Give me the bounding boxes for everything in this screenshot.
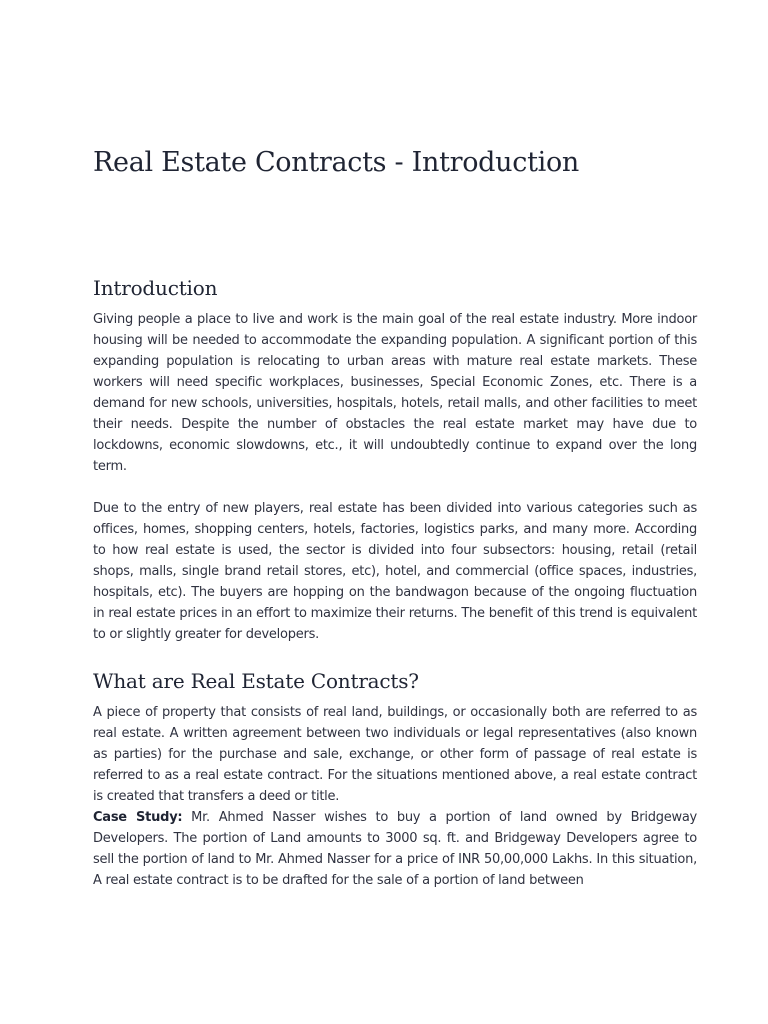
section-real-estate-contracts: [93, 667, 697, 891]
section-heading-real-estate-contracts: What are Real Estate Contracts?: [93, 669, 419, 693]
paragraph-introduction-2: Due to the entry of new players, real estate has been divided into various categories such as offices, homes, shopping centers, hotels, factories, logistics parks, and many more. According to how real estate is used, the sector is divided into four subsectors: housing, retail (retail shops, malls, single brand retail stores, etc), hotel, and commercial (office spaces, industries, hospitals, etc). The buyers are hopping on the bandwagon because of the ongoing fluctuation in real estate prices in an effort to maximize their returns. The benefit of this trend is equivalent to or slightly greater for developers.: [93, 501, 697, 642]
section-introduction: [93, 274, 697, 645]
case-study-block: [93, 807, 697, 891]
page-title: Real Estate Contracts - Introduction: [93, 147, 580, 178]
section-heading-introduction: Introduction: [93, 276, 218, 300]
paragraph-introduction-1: Giving people a place to live and work is the main goal of the real estate industry. More indoor housing will be needed to accommodate the expanding population. A significant portion of this expanding population is relocating to urban areas with mature real estate markets. These workers will need specific workplaces, businesses, Special Economic Zones, etc. There is a demand for new schools, universities, hospitals, hotels, retail malls, and other facilities to meet their needs. Despite the number of obstacles the real estate market may have due to lockdowns, economic slowdowns, etc., it will undoubtedly continue to expand over the long term.: [93, 312, 697, 474]
case-study-paragraph: [93, 807, 697, 891]
paragraph-contracts-1: A piece of property that consists of real land, buildings, or occasionally both are referred to as real estate. A written agreement between two individuals or legal representatives (also known as parties) for the purchase and sale, exchange, or other form of passage of real estate is referred to as a real estate contract. For the situations mentioned above, a real estate contract is created that transfers a deed or title.: [93, 705, 697, 804]
case-study-text: Mr. Ahmed Nasser wishes to buy a portion of land owned by Bridgeway Developers. The portion of Land amounts to 3000 sq. ft. and Bridgeway Developers agree to sell the portion of land to Mr. Ahmed Nasser for a price of INR 50,00,000 Lakhs. In this situation, A real estate contract is to be drafted for the sale of a portion of land between: [93, 810, 697, 888]
case-study-label: Case Study:: [93, 810, 183, 825]
